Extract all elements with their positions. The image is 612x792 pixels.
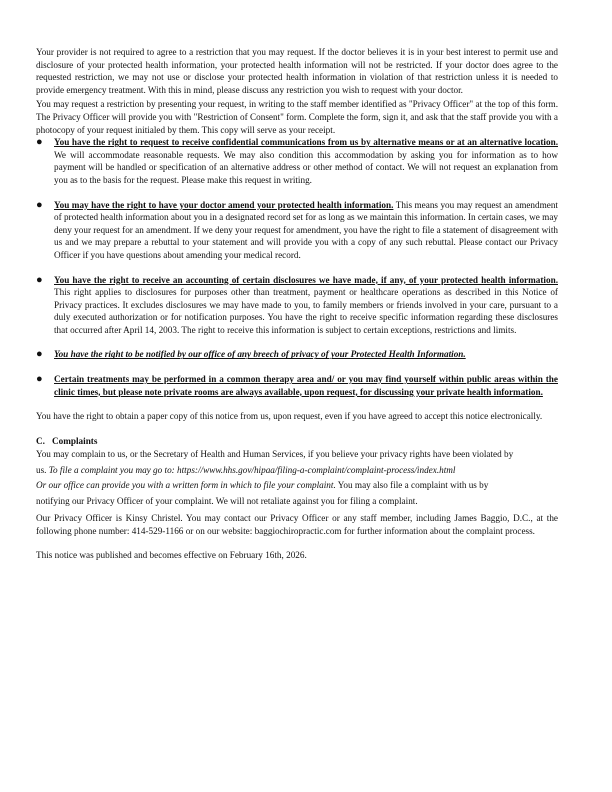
complaint-line-3-text: You may also file a complaint with us by bbox=[335, 480, 489, 491]
right-heading: You may have the right to have your doctor amend your protected health information. bbox=[54, 199, 394, 210]
bullet-icon: ● bbox=[36, 198, 43, 211]
right-confidential-communications bbox=[36, 136, 558, 186]
section-letter: C. bbox=[36, 435, 45, 446]
right-breach-notification bbox=[36, 348, 558, 361]
section-title: Complaints bbox=[52, 435, 98, 446]
complaints-section bbox=[36, 447, 558, 509]
complaint-line-1: You may complain to us, or the Secretary of Health and Human Services, if you believe your privacy rights have been violated by bbox=[36, 449, 514, 460]
right-heading: You have the right to receive an accounting of certain disclosures we have made, if any, of your protected health information. bbox=[54, 274, 558, 285]
complaint-line-4: notifying our Privacy Officer of your complaint. We will not retaliate against you for filing a complaint. bbox=[36, 495, 418, 506]
right-body: We will accommodate reasonable requests. We may also condition this accommodation by asking you for information as to how payment will be handled or specification of an alternative address or other method of contact. We will not request an explanation from you as to the basis for the request. Please make this request in writing. bbox=[54, 149, 558, 185]
privacy-officer-paragraph: Our Privacy Officer is Kinsy Christel. You may contact our Privacy Officer or any staff member, including James Baggio, D.C., at the following phone number: 414-529-1166 or on our website: baggiochiropractic.com for further information about the complaint process. bbox=[36, 513, 558, 536]
complaint-line-2 bbox=[36, 463, 558, 478]
right-amend-information bbox=[36, 199, 558, 262]
paper-copy-paragraph: You have the right to obtain a paper copy of this notice from us, upon request, even if you have agreed to accept this notice electronically. bbox=[36, 411, 543, 422]
right-heading: You have the right to request to receive confidential communications from us by alternative means or at an alternative location. bbox=[54, 137, 558, 148]
bullet-icon: ● bbox=[36, 273, 43, 286]
bullet-icon: ● bbox=[36, 136, 43, 149]
restriction-request-paragraph: You may request a restriction by presenting your request, in writing to the staff member identified as "Privacy Officer" at the top of this form. The Privacy Officer will provide you with "Restriction of Consent" form. Complete the form, sign it, and ask that the staff provide you with a photocopy of your request initialed by them. This copy will serve as your receipt. bbox=[36, 99, 558, 135]
right-common-therapy-area bbox=[36, 373, 558, 398]
right-body: This right applies to disclosures for purposes other than treatment, payment or healthcare operations as described in this Notice of Privacy practices. It excludes disclosures we may have made to you, to family members or friends involved in your care, pursuant to a duly executed authorization or for notification purposes. You have the right to receive specific information regarding these disclosures that occurred after April 14, 2003. The right to receive this information is subject to certain exceptions, restrictions and limits. bbox=[54, 287, 558, 335]
bullet-icon: ● bbox=[36, 373, 43, 386]
complaint-line-3 bbox=[36, 478, 558, 493]
right-accounting-disclosures bbox=[36, 274, 558, 337]
hhs-complaint-link[interactable]: To file a complaint you may go to: https://www.hhs.gov/hipaa/filing-a-complaint/complaint-process/index.html bbox=[48, 464, 456, 475]
written-form-text: Or our office can provide you with a written form in which to file your complaint. bbox=[36, 480, 336, 491]
right-heading: You have the right to be notified by our office of any breech of privacy of your Protected Health Information. bbox=[54, 349, 466, 360]
restriction-paragraph: Your provider is not required to agree to a restriction that you may request. If the doctor believes it is in your best interest to permit use and disclosure of your protected health information, your protected health information will not be restricted. If your doctor does agree to the requested restriction, we may not use or disclose your protected health information in violation of that restriction unless it is needed to provide emergency treatment. With this in mind, please discuss any restriction you wish to request with your doctor. bbox=[36, 47, 558, 95]
complaint-line-2-text: us. bbox=[36, 464, 49, 475]
bullet-icon: ● bbox=[36, 348, 43, 361]
rights-list bbox=[36, 136, 558, 398]
right-heading: Certain treatments may be performed in a common therapy area and/ or you may find yourself within public areas within the clinic times, but please note private rooms are always available, upon request, for discussing your private health information. bbox=[54, 374, 558, 397]
privacy-notice-page bbox=[36, 46, 558, 562]
complaints-heading bbox=[36, 435, 558, 448]
effective-date-paragraph: This notice was published and becomes effective on February 16th, 2026. bbox=[36, 550, 307, 561]
right-body: This means you may request an amendment of protected health information about you in a designated record set for as long as we maintain this information. In certain cases, we may deny your request for an amendment. If we deny your request for amendment, you have the right to file a statement of disagreement with us and we may prepare a rebuttal to your statement and will provide you with a copy of any such rebuttal. Please contact our Privacy Officer if you have questions about amending your medical record. bbox=[54, 199, 558, 260]
